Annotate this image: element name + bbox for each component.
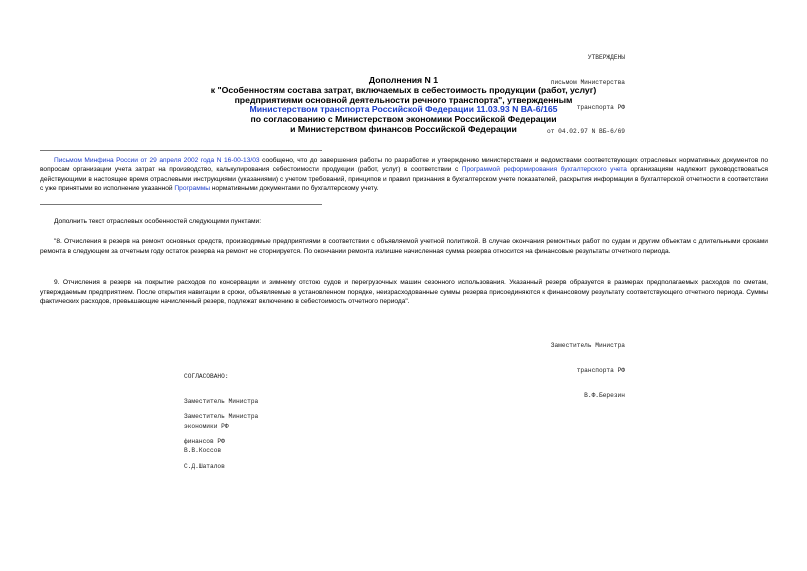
title-line: предприятиями основной деятельности речного транспорта", утвержденным — [234, 94, 573, 105]
note-text: организациям надлежит руководствоваться действующими в настоящее время отраслевыми инструкциями (указаниями) с учетом требований, принципов и правил признания в бухгалтерском учете показателей, раскрытия информации в бухгалтерской отчетности в соответствии с уже принятыми во исполнение указанной — [40, 166, 768, 192]
title-line: по согласованию с Министерством экономики Российской Федерации — [250, 114, 557, 125]
approval-line: письмом Министерства — [550, 79, 625, 87]
note-text: сообщено, что до завершения работы по разработке и утверждению министерствами и ведомствами соответствующих отраслевых нормативных документов по вопросам организации учета затрат на производство, калькулирования себестоимости продукции (работ, услуг) в соответствии с — [40, 157, 768, 174]
signature-line: транспорта РФ — [576, 367, 625, 375]
signature-line: Заместитель Министра — [550, 342, 625, 350]
signature-line: финансов РФ — [184, 438, 225, 446]
reform-program-link[interactable]: Программой реформирования бухгалтерского учета — [461, 166, 627, 174]
title-line: Дополнения N 1 — [368, 75, 439, 85]
editorial-note — [40, 156, 768, 193]
signature-line: В.В.Коссов — [184, 447, 222, 455]
approval-line: УТВЕРЖДЕНЫ — [587, 54, 625, 62]
title-line: к "Особенностям состава затрат, включаемых в себестоимость продукции (работ, услуг) — [210, 84, 597, 95]
document-title — [120, 76, 687, 135]
intro-paragraph: Дополнить текст отраслевых особенностей следующими пунктами: — [54, 218, 262, 225]
approval-line: от 04.02.97 N ВБ-6/69 — [547, 128, 625, 136]
item-9-paragraph: 9. Отчисления в резерв на покрытие расходов по консервации и зимнему отстою судов и перегрузочных машин сезонного использования. Указанный резерв образуется в размерах предполагаемых расходов по сметам, утверждаемым предприятием. После открытия навигации в сроки, объявляемые в установленном порядке, неизрасходованные суммы резерва присоединяются к финансовому результату соответствующего отчетного периода. Суммы фактических расходов, превышающие начисленный резерв, подлежат включению в себестоимость отчетного периода". — [40, 279, 768, 306]
program-link[interactable]: Программы — [174, 184, 211, 192]
title-ministry-link[interactable]: Министерством транспорта Российской Федерации 11.03.93 N ВА-6/165 — [249, 104, 558, 115]
title-line: и Министерством финансов Российской Федерации — [290, 123, 517, 134]
item-8-paragraph: "8. Отчисления в резерв на ремонт основных средств, производимые предприятиями в соответствии с объявляемой учетной политикой. В случае окончания ремонтных работ по судам и другим объектам с длительными сроками ремонта в следующем за отчетным году остаток резерва на ремонт не сторнируется. По окончании ремонта излишне начисленная сумма резерва относится на финансовые результаты отчетного периода. — [40, 238, 768, 255]
signature-line: Заместитель Министра — [184, 413, 259, 421]
finance-signature — [184, 397, 258, 479]
note-top-divider — [40, 150, 322, 151]
note-bottom-divider — [40, 204, 322, 205]
signature-line: С.Д.Шаталов — [184, 462, 225, 470]
transport-signature — [551, 326, 625, 408]
signature-line: экономики РФ — [184, 422, 229, 430]
signature-line: В.Ф.Березин — [584, 391, 625, 399]
signature-line: СОГЛАСОВАНО: — [184, 373, 229, 381]
approval-line: транспорта РФ — [576, 103, 625, 111]
minfin-letter-link[interactable]: Письмом Минфина России от 29 апреля 2002 года N 16-00-13/03 — [54, 157, 260, 164]
note-text: нормативными документами по бухгалтерскому учету. — [210, 184, 379, 192]
signature-line: Заместитель Министра — [184, 398, 259, 406]
